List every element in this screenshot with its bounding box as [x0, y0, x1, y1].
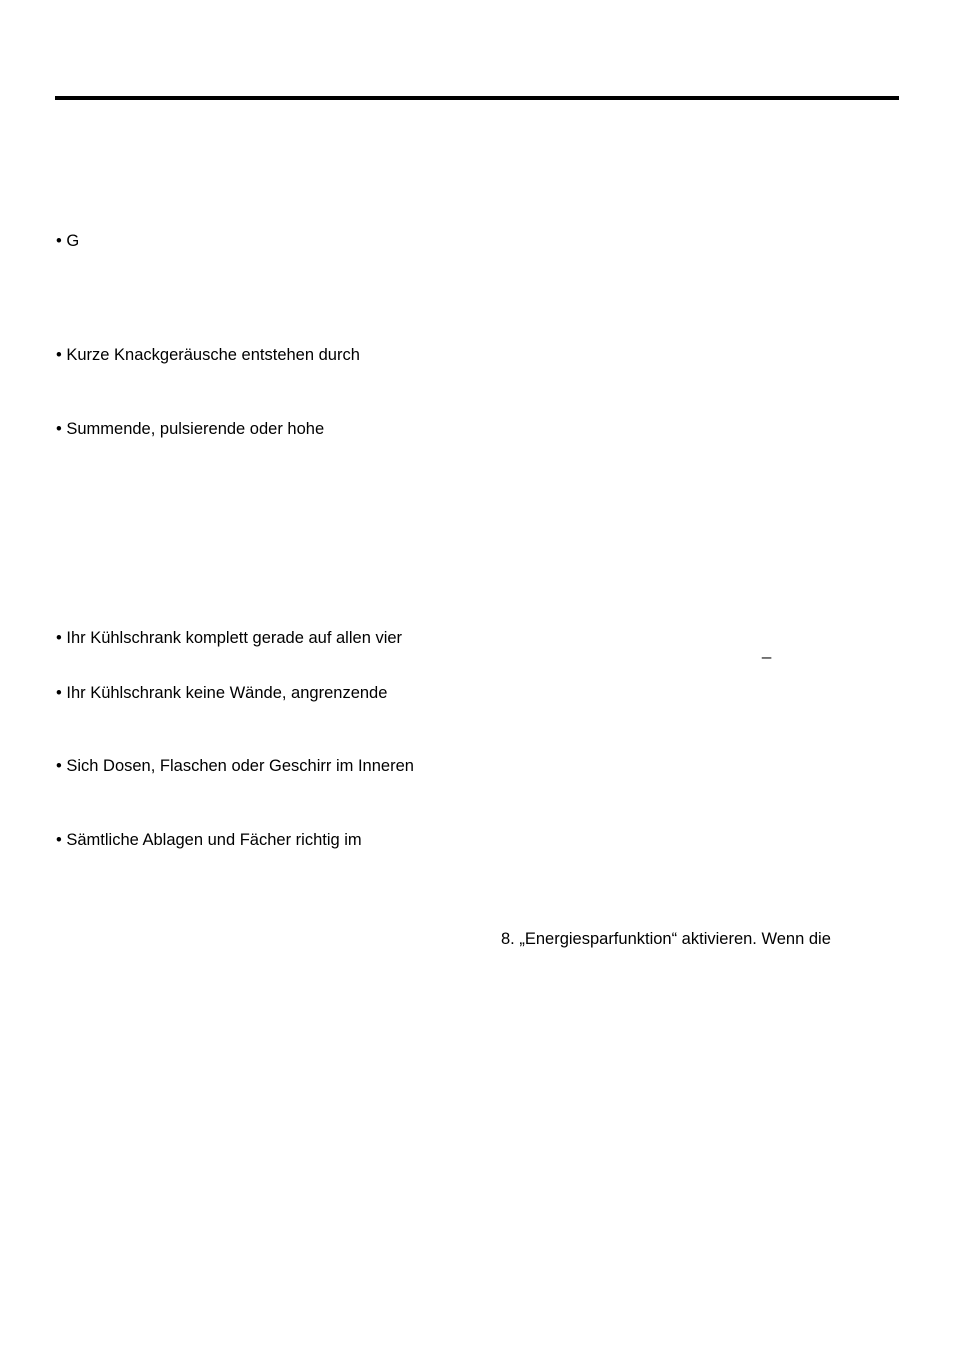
- bullet-line: • Ihr Kühlschrank komplett gerade auf allen vier: [56, 629, 403, 647]
- bullet-line: • Summende, pulsierende oder hohe: [56, 420, 325, 438]
- bullet-line: • Ihr Kühlschrank keine Wände, angrenzende: [56, 684, 388, 702]
- bullet-line: • Kurze Knackgeräusche entstehen durch: [56, 346, 360, 364]
- numbered-item-8: 8. „Energiesparfunktion“ aktivieren. Wenn die: [501, 930, 831, 948]
- bullet-line: • Sämtliche Ablagen und Fächer richtig im: [56, 831, 362, 849]
- bullet-line: • Sich Dosen, Flaschen oder Geschirr im Inneren: [56, 757, 414, 775]
- stray-dash: _: [762, 641, 772, 659]
- bullet-line: • G: [56, 232, 80, 250]
- top-rule: [55, 96, 899, 100]
